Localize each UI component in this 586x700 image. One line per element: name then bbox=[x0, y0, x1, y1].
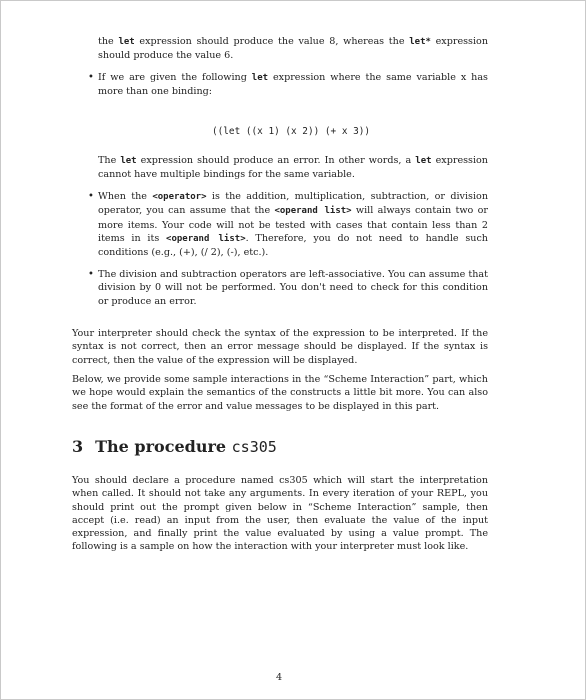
bullet-item-multiple-bindings bbox=[98, 71, 488, 99]
section-number: 3 bbox=[72, 437, 84, 456]
code-let: let bbox=[120, 156, 137, 166]
section-heading bbox=[72, 437, 277, 456]
section-title: The procedure bbox=[95, 437, 232, 456]
text: expression should produce an error. In other words, a bbox=[136, 155, 416, 166]
code-let: let bbox=[415, 156, 432, 166]
text: expression where the same variable x has more than one binding: bbox=[98, 72, 488, 98]
code-example: ((let ((x 1) (x 2)) (+ x 3)) bbox=[212, 126, 371, 137]
code-let: let bbox=[251, 73, 269, 83]
code-let-star: let* bbox=[409, 37, 431, 47]
code-let: let bbox=[118, 37, 135, 47]
paragraph-sample-interactions: Below, we provide some sample interactions in the “Scheme Interaction” part, which we hope would explain the semantics of the constructs a little bit more. You can also see the format of the error and value messages to be displayed in this part. bbox=[72, 374, 488, 412]
paragraph-let-values bbox=[98, 35, 488, 63]
bullet-item-operators bbox=[98, 190, 488, 259]
text: The bbox=[98, 155, 121, 166]
bullet-item-associativity: The division and subtraction operators are left-associative. You can assume that division by 0 will not be performed. You don't need to check for this condition or produce an error. bbox=[98, 269, 488, 307]
paragraph-syntax-check: Your interpreter should check the syntax of the expression to be interpreted. If the syntax is not correct, then an error message should be displayed. If the syntax is correct, then the value of the expression will be displayed. bbox=[72, 328, 488, 366]
text: will always contain two or more items. Your code will not be tested with cases that contain less than 2 items in its bbox=[98, 205, 488, 244]
code-operand-list: <operand list> bbox=[166, 233, 246, 244]
paragraph-let-error bbox=[98, 154, 488, 182]
code-operand-list: <operand list> bbox=[274, 206, 352, 217]
code-operator: <operator> bbox=[152, 192, 207, 202]
text: expression cannot have multiple bindings for the same variable. bbox=[98, 155, 488, 181]
bullet-icon: • bbox=[88, 269, 94, 280]
text: expression should produce the value 6. bbox=[98, 36, 488, 62]
bullet-icon: • bbox=[88, 191, 94, 202]
text: the bbox=[98, 36, 119, 47]
text: When the bbox=[98, 191, 153, 202]
text: is the addition, multiplication, subtraction, or division operator, you can assume that the bbox=[98, 191, 488, 217]
bullet-icon: • bbox=[88, 72, 94, 83]
text: If we are given the following bbox=[98, 72, 252, 83]
paragraph-procedure-description: You should declare a procedure named cs305 which will start the interpretation when called. It should not take any arguments. In every iteration of your REPL, you should print out the prompt given below in “Scheme Interaction” sample, then accept (i.e. read) an input from the user, then evaluate the value of the input expression, and finally print the value evaluated by using a value prompt. The following is a sample on how the interaction with your interpreter must look like. bbox=[72, 475, 488, 553]
text: . Therefore, you do not need to handle such conditions (e.g., (+), (/ 2), (-), etc.). bbox=[98, 232, 488, 259]
section-title-code: cs305 bbox=[231, 438, 277, 456]
page-number: 4 bbox=[276, 672, 283, 683]
text: expression should produce the value 8, whereas the bbox=[134, 36, 410, 47]
